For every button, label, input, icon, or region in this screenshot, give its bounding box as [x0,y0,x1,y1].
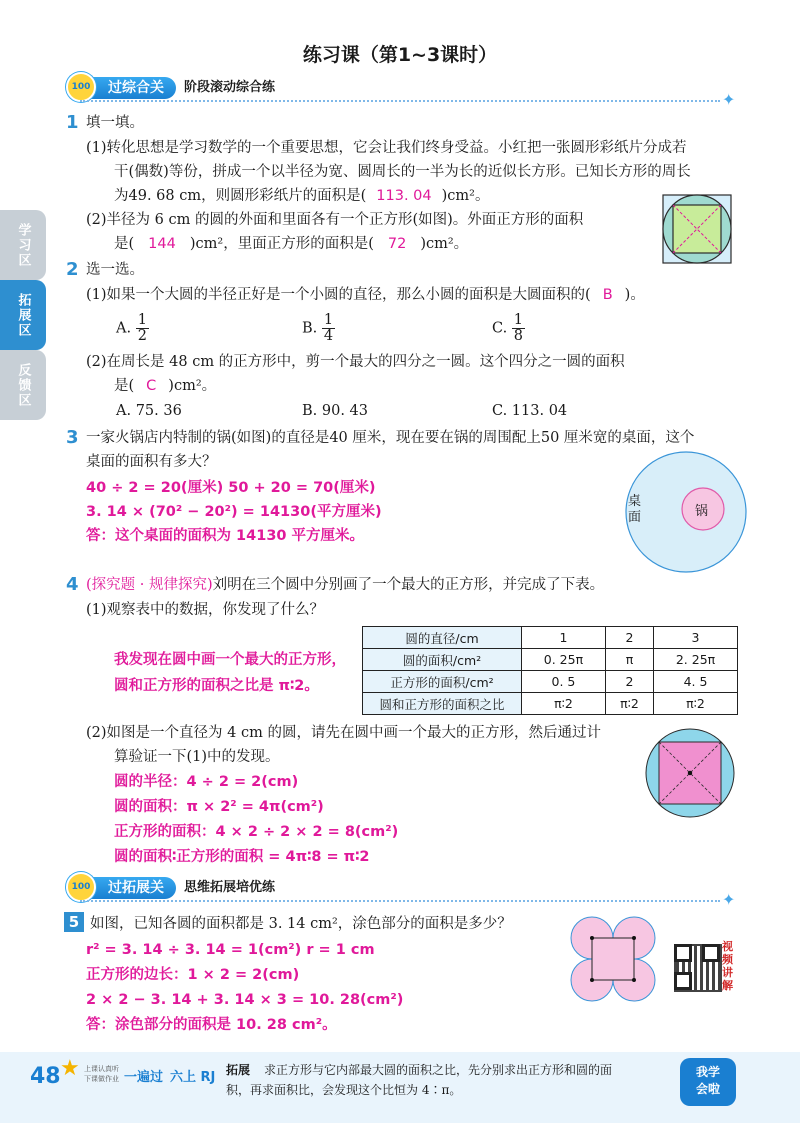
four-circles-figure [570,916,656,1002]
text-line: 一家火锅店内特制的锅(如图)的直径是40 厘米，现在要在锅的周围配上50 厘米宽的桌面，这个 [86,430,695,446]
table-cell: 1 [522,627,606,649]
text-line [114,376,216,396]
text-line: 如图，已知各圆的面积都是 3. 14 cm²，涂色部分的面积是多少？ [90,916,512,932]
solution-line: 正方形的面积：4 × 2 ÷ 2 × 2 = 8(cm²) [114,824,399,840]
page-title: 练习课（第1~3课时） [302,44,498,66]
table-cell: 4. 5 [654,671,738,693]
brand-small-2: 下课做作业 [84,1075,119,1083]
hotpot-table-figure [624,450,748,574]
text: (1)如果一个大圆的半径正好是一个小圆的直径，那么小圆的面积是大圆面积的( [86,287,591,303]
question-number: 5 [64,912,84,932]
data-table [362,626,738,715]
text: )cm²，里面正方形的面积是( [189,236,374,252]
qr-corner [674,944,692,962]
brand-name: 一遍过 [124,1070,164,1085]
footer [0,1052,800,1123]
solution-line: 答：这个桌面的面积为 14130 平方厘米。 [86,528,365,544]
answer-blank: B [602,287,613,303]
side-tab-label: 反馈区 [15,362,31,408]
option-letter: C. [492,320,508,337]
star-mascot-icon: ★ [60,1056,80,1081]
solution-line: 正方形的边长：1 × 2 = 2(cm) [86,967,300,983]
text: )cm²。 [441,188,490,204]
badge-100-icon: 100 [66,72,96,102]
divider [80,100,720,102]
brand-small-1: 上课认真听 [84,1065,119,1073]
text: 是( [114,378,135,394]
option-letter: B. [302,320,318,337]
fraction: $\frac{1}{2}$ [137,312,147,344]
table-cell: 2 [605,627,653,649]
question-tag: (探究题 · 规律探究) [86,577,213,593]
table-cell: 3 [654,627,738,649]
text-line: 干(偶数)等份，拼成一个以半径为宽、圆周长的一半为长的近似长方形。已知长方形的周长 [114,164,691,180]
option-a[interactable] [116,313,149,344]
text-line [114,186,489,206]
question-number: 1 [66,112,79,133]
option-b[interactable]: B. 90. 43 [302,403,368,419]
tip-text: 积，再求面积比，会发现这个比恒为 4∶π。 [226,1083,462,1097]
side-tab-label: 拓展区 [15,292,31,338]
table-cell: 2. 25π [654,649,738,671]
table-cell: 0. 5 [522,671,606,693]
qr-corner [702,944,720,962]
table-cell: 圆的直径/cm [363,627,522,649]
table-cell: 正方形的面积/cm² [363,671,522,693]
option-b[interactable] [302,313,335,344]
option-c[interactable]: C. 113. 04 [492,403,568,419]
solution-line: 3. 14 × (70² − 20²) = 14130(平方厘米) [86,504,382,520]
text-line: (2)如图是一个直径为 4 cm 的圆，请先在圆中画一个最大的正方形，然后通过计 [86,725,601,741]
table-cell: π∶2 [522,693,606,715]
mascot-badge [680,1058,736,1106]
text-line: 算验证一下(1)中的发现。 [114,749,280,765]
section-label: 过综合关 [78,77,176,99]
table-row [363,671,738,693]
figure-label-table: 桌面 [628,494,642,525]
qr-corner [674,972,692,990]
table-cell: π∶2 [605,693,653,715]
video-label[interactable]: 视频讲解 [722,940,733,992]
divider [80,900,720,902]
text-line: (2)在周长是 48 cm 的正方形中，剪一个最大的四分之一圆。这个四分之一圆的面积 [86,354,625,370]
tip-text: 求正方形与它内部最大圆的面积之比，先分别求出正方形和圆的面 [264,1063,613,1077]
question-title: 填一填。 [86,115,144,131]
table-cell: 圆的面积/cm² [363,649,522,671]
text: 刘明在三个圆中分别画了一个最大的正方形，并完成了下表。 [212,577,605,593]
side-tab-feedback[interactable] [0,350,46,420]
solution-line: 圆和正方形的面积之比是 π∶2。 [114,678,319,694]
section-subtitle: 思维拓展培优练 [184,880,276,895]
table-cell: π [605,649,653,671]
question-number: 2 [66,259,79,280]
table-cell: π∶2 [654,693,738,715]
page-number: 48 [30,1064,61,1089]
text-line [86,575,604,595]
text-line [86,285,645,305]
solution-line: 2 × 2 − 3. 14 + 3. 14 × 3 = 10. 28(cm²) [86,992,404,1008]
option-letter: A. [116,320,132,337]
solution-line: 答：涂色部分的面积是 10. 28 cm²。 [86,1017,337,1033]
option-c[interactable] [492,313,525,344]
text-line: (1)观察表中的数据，你发现了什么？ [86,602,325,618]
solution-line: r² = 3. 14 ÷ 3. 14 = 1(cm²) r = 1 cm [86,942,375,958]
fraction: $\frac{1}{4}$ [323,312,334,344]
solution-line: 圆的面积：π × 2² = 4π(cm²) [114,799,324,815]
answer-blank: 113. 04 [376,188,432,204]
star-icon: ✦ [722,90,736,109]
section-label: 过拓展关 [78,877,176,899]
text: )。 [624,287,645,303]
tip-label: 拓展 [226,1063,251,1077]
text-line: (2)半径为 6 cm 的圆的外面和里面各有一个正方形(如图)。外面正方形的面积 [86,212,584,228]
star-icon: ✦ [722,890,736,909]
solution-line: 圆的面积∶正方形的面积 = 4π∶8 = π∶2 [114,849,370,865]
section-subtitle: 阶段滚动综合练 [184,80,276,95]
solution-line: 圆的半径：4 ÷ 2 = 2(cm) [114,774,299,790]
grade-label: 六上 RJ [170,1070,216,1085]
table-row [363,693,738,715]
circle-square-figure [644,727,736,819]
question-number: 4 [66,574,79,595]
square-circle-figure [660,192,734,266]
side-tab-study[interactable] [0,210,46,280]
table-row [363,649,738,671]
table-row [363,627,738,649]
text: 是( [114,236,135,252]
table-cell: 2 [605,671,653,693]
text: 为49. 68 cm，则圆形彩纸片的面积是( [114,188,367,204]
text: )cm²。 [420,236,469,252]
option-a[interactable]: A. 75. 36 [116,403,182,419]
answer-blank: 144 [148,236,176,252]
mascot-text: 我学会啦 [695,1065,720,1096]
question-number: 3 [66,427,79,448]
answer-blank: 72 [387,236,407,252]
table-cell: 圆和正方形的面积之比 [363,693,522,715]
badge-100-icon: 100 [66,872,96,902]
solution-line: 我发现在圆中画一个最大的正方形， [114,652,346,668]
answer-blank: C [146,378,157,394]
figure-label-pot: 锅 [695,504,709,519]
fraction: $\frac{1}{8}$ [513,312,524,344]
text-line: (1)转化思想是学习数学的一个重要思想，它会让我们终身受益。小红把一张圆形彩纸片分成若 [86,140,687,156]
side-tab-label: 学习区 [15,222,31,268]
text-line [114,234,468,254]
solution-line: 40 ÷ 2 = 20(厘米) 50 + 20 = 70(厘米) [86,480,376,496]
question-title: 选一选。 [86,262,144,278]
text: )cm²。 [168,378,217,394]
text-line: 桌面的面积有多大？ [86,454,217,470]
table-cell: 0. 25π [522,649,606,671]
side-tab-extend[interactable] [0,280,46,350]
